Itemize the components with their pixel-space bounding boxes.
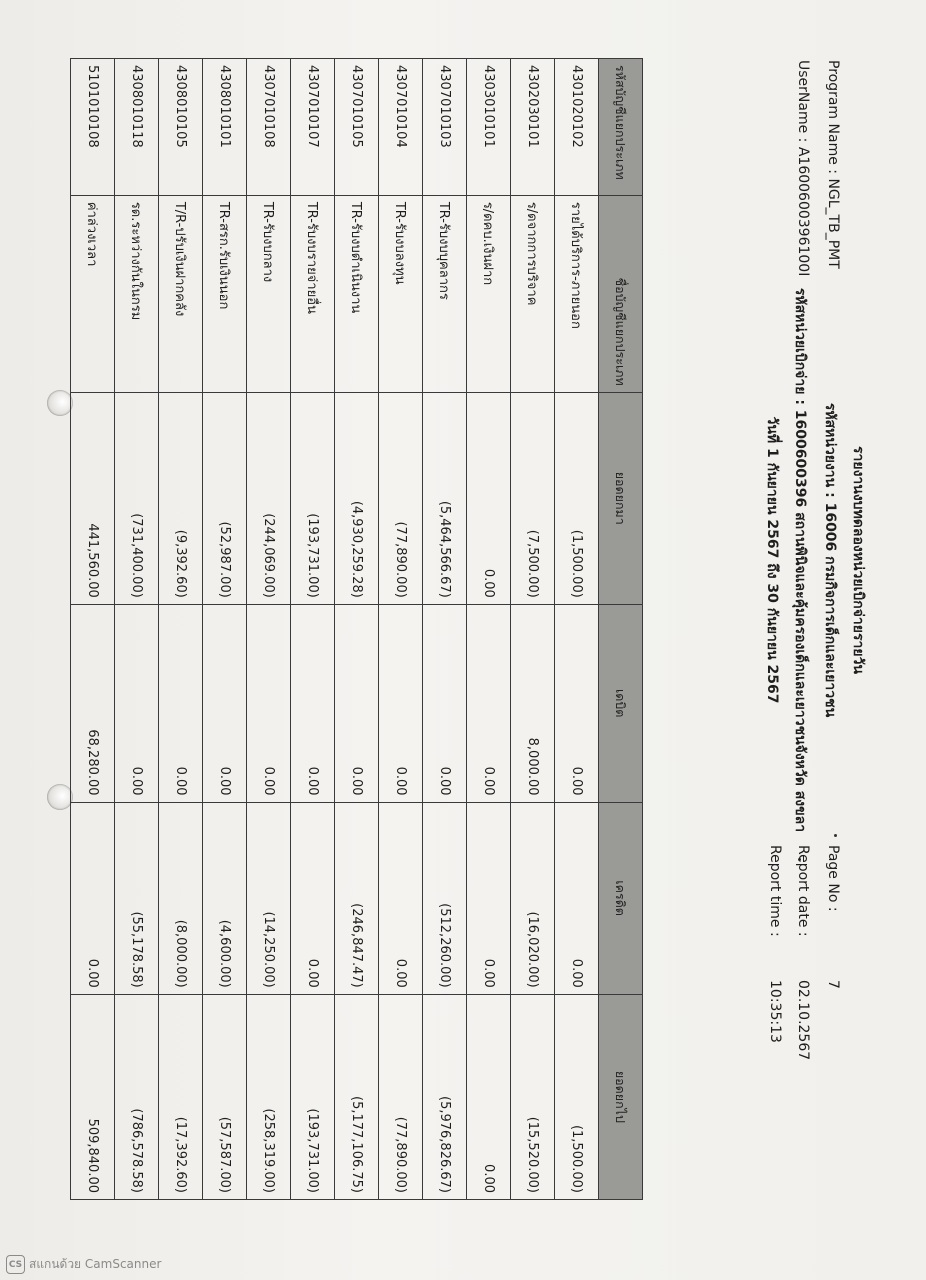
brought-forward: (244,069.00) (247, 392, 291, 604)
username: UserName : A1600600396100I (795, 60, 811, 277)
account-name: รด.ระหว่างกันในกรม (115, 195, 159, 392)
header-carried-forward: ยอดยกไป (599, 994, 643, 1199)
debit: 0.00 (115, 604, 159, 802)
carried-forward: (786,578.58) (115, 994, 159, 1199)
account-name: TR-รับงบดำเนินงาน (335, 195, 379, 392)
header-account-name: ชื่อบัญชีแยกประเภท (599, 195, 643, 392)
brought-forward: (1,500.00) (555, 392, 599, 604)
header-credit: เครดิต (599, 802, 643, 994)
account-name: TR-รับงบบุคลากร (423, 195, 467, 392)
credit: 0.00 (71, 802, 115, 994)
account-code: 4301020102 (555, 59, 599, 196)
rotated-report (13, 0, 913, 1200)
debit: 0.00 (247, 604, 291, 802)
debit: 0.00 (291, 604, 335, 802)
page-no-label: Page No : (825, 845, 841, 912)
table-row (247, 59, 291, 1200)
table-row (423, 59, 467, 1200)
account-code: 4307010104 (379, 59, 423, 196)
carried-forward: (1,500.00) (555, 994, 599, 1199)
date-range: วันที่ 1 กันยายน 2567 ถึง 30 กันยายน 2567 (764, 416, 780, 704)
credit: (16,020.00) (511, 802, 555, 994)
credit: (246,847.47) (335, 802, 379, 994)
carried-forward: (258,319.00) (247, 994, 291, 1199)
account-name: T/R-ปรับเงินฝากคลัง (159, 195, 203, 392)
camscanner-logo-icon: CS (6, 1255, 25, 1274)
credit: (8,000.00) (159, 802, 203, 994)
account-code: 4307010107 (291, 59, 335, 196)
account-code: 5101010108 (71, 59, 115, 196)
table-row (291, 59, 335, 1200)
trial-balance-table (70, 58, 643, 1200)
carried-forward: 0.00 (467, 994, 511, 1199)
debit: 0.00 (379, 604, 423, 802)
disburse-line: รหัสหน่วยเบิกจ่าย : 1600600396 สถานพินิจและคุ้มครองเด็กและเยาวชนจังหวัด สงขลา (792, 287, 808, 833)
table-row (379, 59, 423, 1200)
account-code: 4307010103 (423, 59, 467, 196)
credit: 0.00 (467, 802, 511, 994)
brought-forward: (7,500.00) (511, 392, 555, 604)
credit: 0.00 (291, 802, 335, 994)
table-row (71, 59, 115, 1200)
table-row (203, 59, 247, 1200)
brought-forward: (5,464,566.67) (423, 392, 467, 604)
carried-forward: (77,890.00) (379, 994, 423, 1199)
account-code: 4308010101 (203, 59, 247, 196)
report-date-label: Report date : (795, 845, 811, 937)
carried-forward: (17,392.60) (159, 994, 203, 1199)
table-row (467, 59, 511, 1200)
account-name: TR-รับงบกลาง (247, 195, 291, 392)
debit: 0.00 (335, 604, 379, 802)
carried-forward: (5,177,106.75) (335, 994, 379, 1199)
brought-forward: (9,392.60) (159, 392, 203, 604)
debit: 68,280.00 (71, 604, 115, 802)
account-code: 4308010118 (115, 59, 159, 196)
account-code: 4308010105 (159, 59, 203, 196)
account-code: 4303010101 (467, 59, 511, 196)
carried-forward: (15,520.00) (511, 994, 555, 1199)
camscanner-text: สแกนด้วย CamScanner (29, 1257, 162, 1271)
table-header-row (599, 59, 643, 1200)
account-name: TR-รับงบลงทุน (379, 195, 423, 392)
brought-forward: (731,400.00) (115, 392, 159, 604)
program-name: Program Name : NGL_TB_PMT (825, 60, 841, 269)
account-name: ร/ดจากการบริจาค (511, 195, 555, 392)
carried-forward: (5,976,826.67) (423, 994, 467, 1199)
brought-forward: (4,930,259.28) (335, 392, 379, 604)
account-name: รายได้บริการ-ภายนอก (555, 195, 599, 392)
debit: 0.00 (555, 604, 599, 802)
report-time-value: 10:35:13 (767, 980, 783, 1043)
account-name: TR-รับงบรายจ่ายอื่น (291, 195, 335, 392)
agency-line: รหัสหน่วยงาน : 16006 กรมกิจการเด็กและเยาวชน (822, 402, 838, 718)
report-date-value: 02.10.2567 (795, 980, 811, 1061)
header-account-code: รหัสบัญชีแยกประเภท (599, 59, 643, 196)
page-no-value: 7 (825, 980, 841, 989)
brought-forward: (193,731.00) (291, 392, 335, 604)
brought-forward: (77,890.00) (379, 392, 423, 604)
table-row (335, 59, 379, 1200)
camscanner-watermark (6, 1255, 161, 1274)
credit: (55,178.58) (115, 802, 159, 994)
account-name: TR-สรก.รับเงินนอก (203, 195, 247, 392)
account-name: ร/ดคบ.เงินฝาก (467, 195, 511, 392)
table-row (159, 59, 203, 1200)
header-debit: เดบิต (599, 604, 643, 802)
credit: 0.00 (555, 802, 599, 994)
debit: 8,000.00 (511, 604, 555, 802)
table-row (115, 59, 159, 1200)
table-row (511, 59, 555, 1200)
credit: (14,250.00) (247, 802, 291, 994)
carried-forward: 509,840.00 (71, 994, 115, 1199)
brought-forward: 441,560.00 (71, 392, 115, 604)
report-time-label: Report time : (767, 845, 783, 937)
credit: (4,600.00) (203, 802, 247, 994)
table-row (555, 59, 599, 1200)
credit: 0.00 (379, 802, 423, 994)
brought-forward: 0.00 (467, 392, 511, 604)
carried-forward: (57,587.00) (203, 994, 247, 1199)
account-code: 4307010108 (247, 59, 291, 196)
debit: 0.00 (159, 604, 203, 802)
account-code: 4307010105 (335, 59, 379, 196)
brought-forward: (52,987.00) (203, 392, 247, 604)
account-code: 4302030101 (511, 59, 555, 196)
carried-forward: (193,731.00) (291, 994, 335, 1199)
debit: 0.00 (203, 604, 247, 802)
report-title: รายงานงบทดลองหน่วยเบิกจ่ายรายวัน (850, 445, 866, 674)
header-brought-forward: ยอดยกมา (599, 392, 643, 604)
debit: 0.00 (467, 604, 511, 802)
debit: 0.00 (423, 604, 467, 802)
credit: (512,260.00) (423, 802, 467, 994)
account-name: ค่าล่วงเวลา (71, 195, 115, 392)
